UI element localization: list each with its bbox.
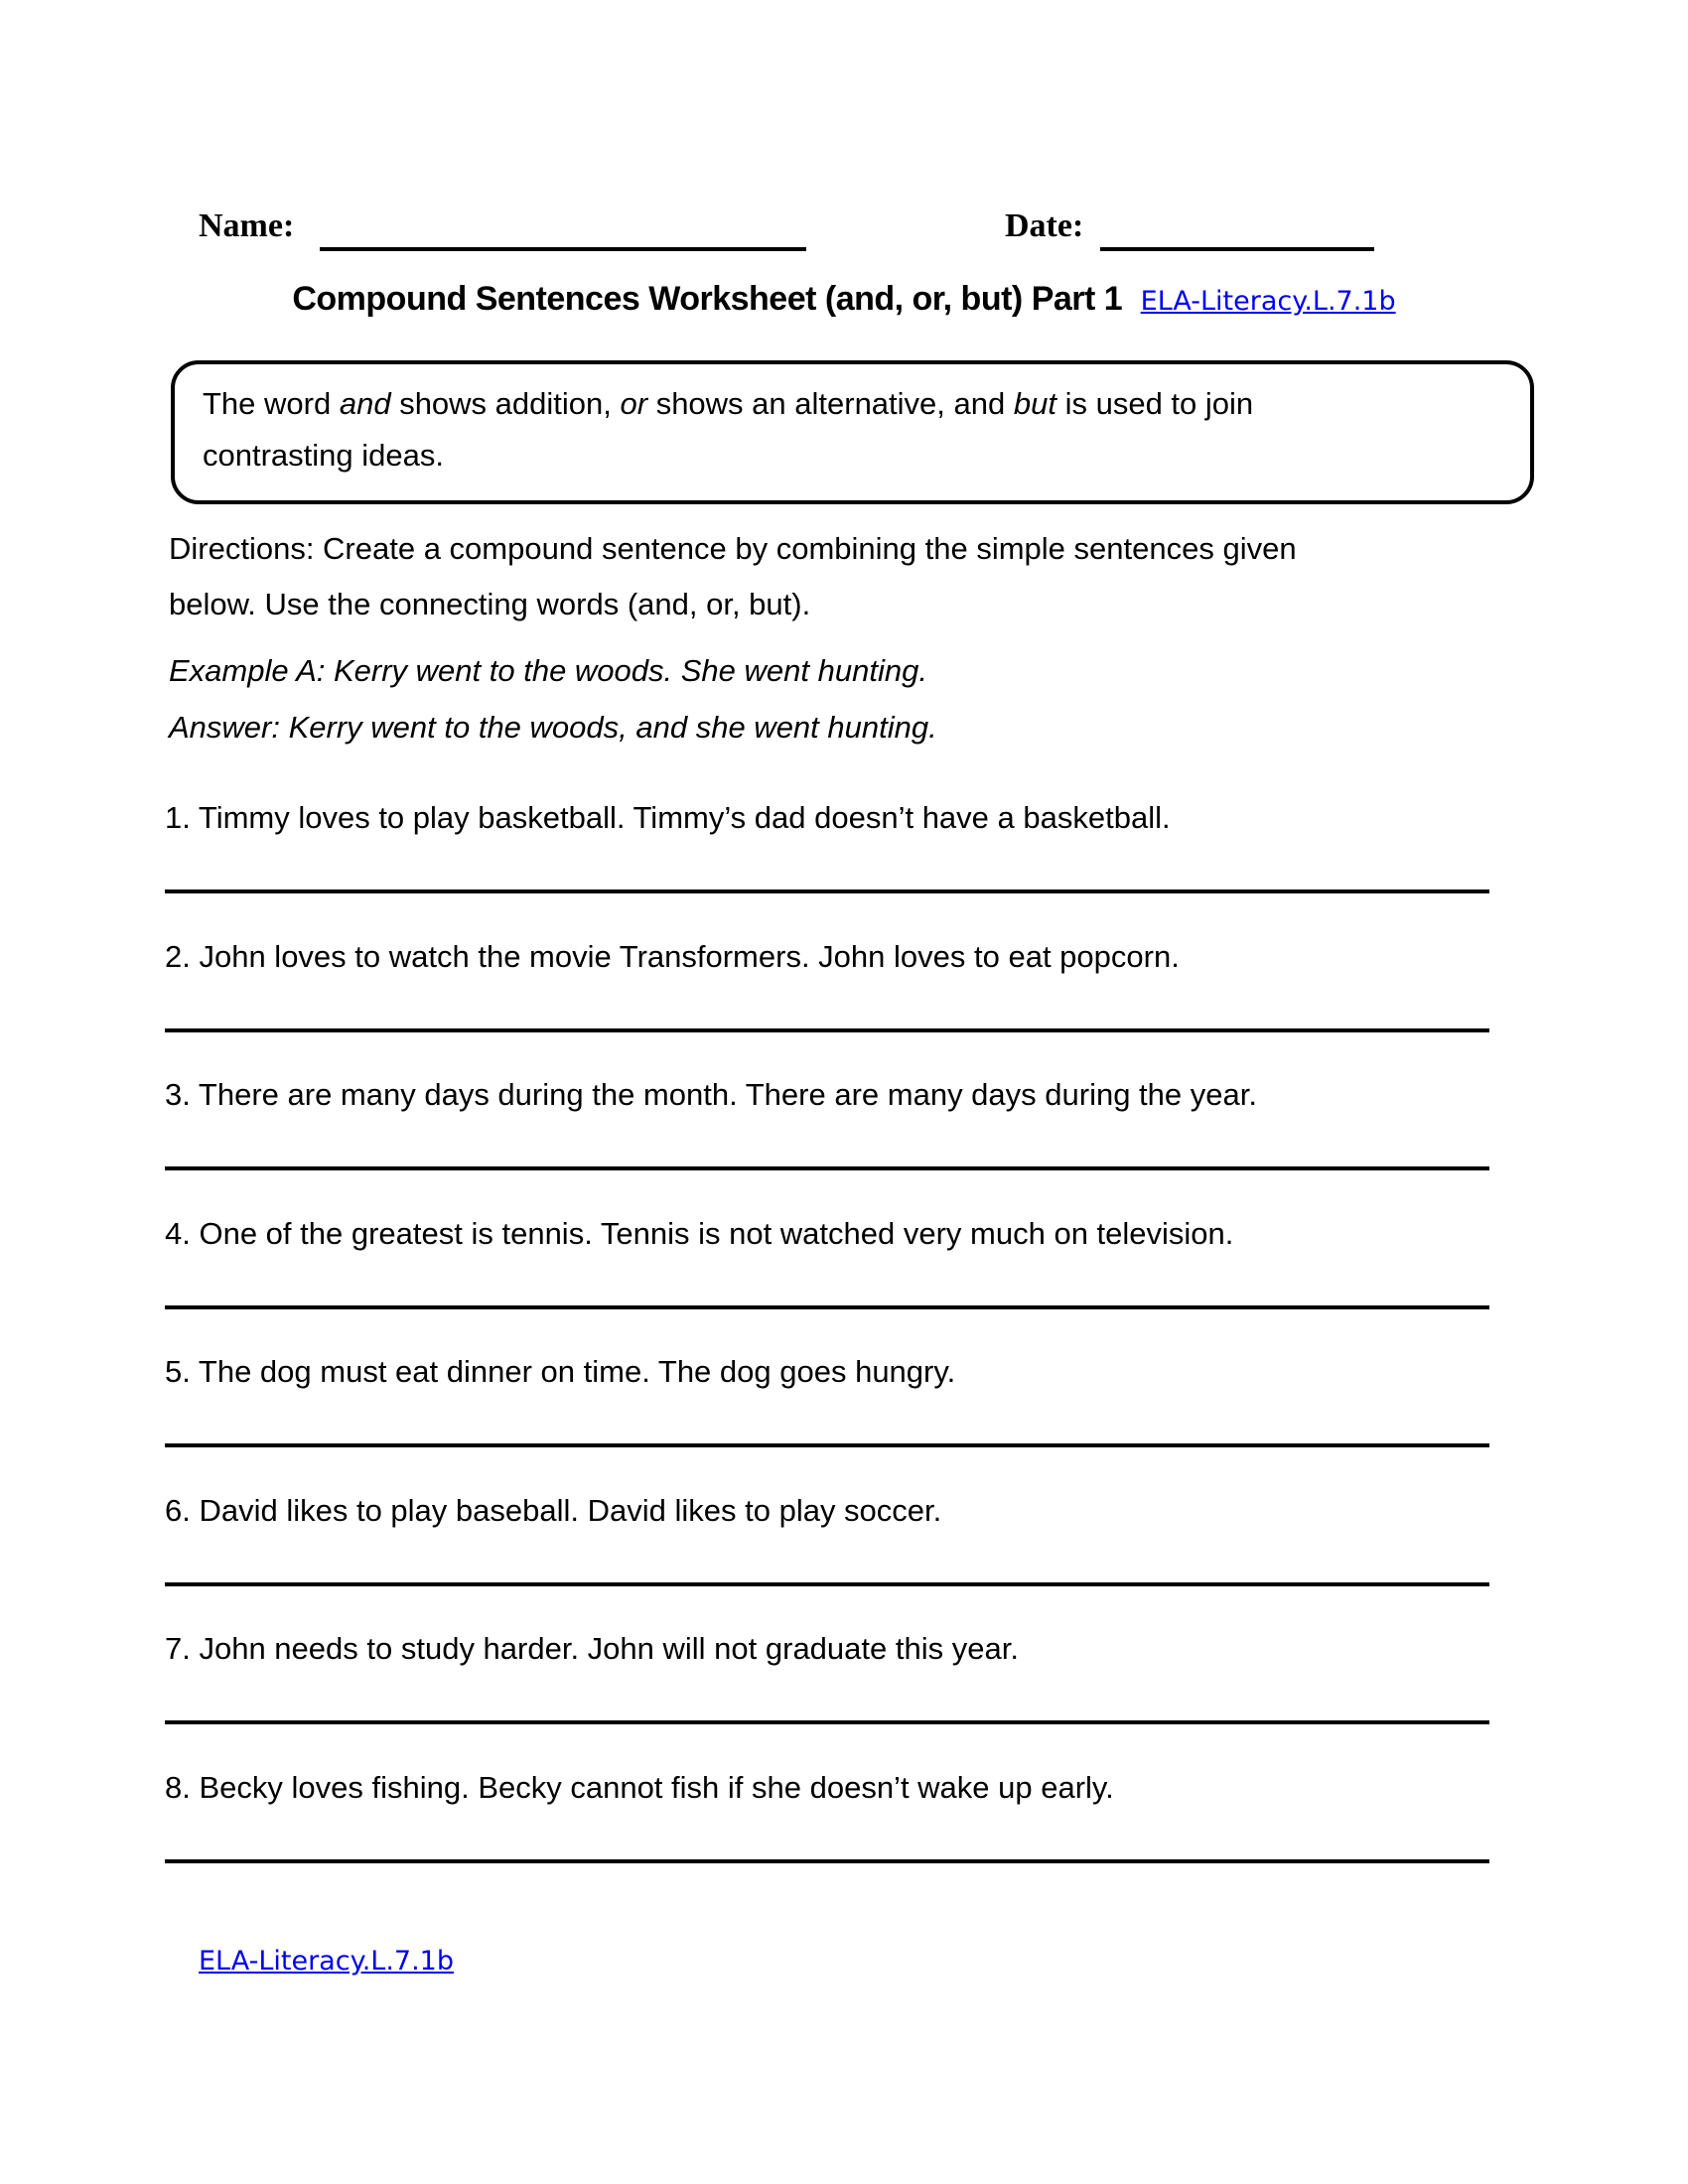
footer-standard-link[interactable]: ELA-Literacy.L.7.1b bbox=[199, 1946, 454, 1977]
definition-box bbox=[171, 360, 1534, 504]
answer-blank-line bbox=[165, 1582, 1489, 1586]
example-block bbox=[169, 642, 937, 755]
question-text: 7. John needs to study harder. John will not graduate this year. bbox=[165, 1631, 1019, 1666]
question-item bbox=[165, 1754, 1489, 1893]
question-text: 4. One of the greatest is tennis. Tennis is not watched very much on television. bbox=[165, 1215, 1234, 1251]
title-standard-link[interactable]: ELA-Literacy.L.7.1b bbox=[1140, 286, 1396, 317]
answer-blank-line bbox=[165, 1720, 1489, 1724]
question-item bbox=[165, 1338, 1489, 1477]
definition-text-segment: The word bbox=[203, 386, 340, 421]
definition-text-line-2: contrasting ideas. bbox=[203, 438, 444, 473]
example-line: Example A: Kerry went to the woods. She went hunting. bbox=[169, 653, 927, 688]
answer-blank-line bbox=[165, 889, 1489, 893]
question-text: 1. Timmy loves to play basketball. Timmy’s dad doesn’t have a basketball. bbox=[165, 800, 1171, 835]
title-row bbox=[0, 274, 1688, 324]
question-item bbox=[165, 923, 1489, 1062]
definition-text-segment: is used to join bbox=[1055, 386, 1254, 421]
definition-text-line-1 bbox=[203, 378, 1502, 430]
question-text: 8. Becky loves fishing. Becky cannot fish if she doesn’t wake up early. bbox=[165, 1769, 1114, 1805]
answer-blank-line bbox=[165, 1028, 1489, 1032]
answer-blank-line bbox=[165, 1859, 1489, 1863]
question-item bbox=[165, 1615, 1489, 1754]
name-label: Name: bbox=[199, 207, 295, 244]
name-blank-line bbox=[320, 247, 806, 251]
definition-text-segment: shows an alternative, and bbox=[647, 386, 1014, 421]
question-item bbox=[165, 1200, 1489, 1339]
word-and: and bbox=[339, 386, 391, 421]
question-list bbox=[165, 784, 1489, 1892]
word-or: or bbox=[620, 386, 648, 421]
directions-line-2: below. Use the connecting words (and, or, but). bbox=[169, 587, 811, 621]
question-item bbox=[165, 1061, 1489, 1200]
definition-text-segment: shows addition, bbox=[390, 386, 621, 421]
directions-line-1: Directions: Create a compound sentence by combining the simple sentences given bbox=[169, 531, 1297, 566]
answer-blank-line bbox=[165, 1443, 1489, 1447]
example-answer-line: Answer: Kerry went to the woods, and she went hunting. bbox=[169, 710, 937, 745]
question-text: 5. The dog must eat dinner on time. The dog goes hungry. bbox=[165, 1354, 956, 1389]
question-text: 6. David likes to play baseball. David likes to play soccer. bbox=[165, 1492, 942, 1528]
question-text: 3. There are many days during the month. There are many days during the year. bbox=[165, 1077, 1257, 1112]
question-item bbox=[165, 784, 1489, 923]
answer-blank-line bbox=[165, 1305, 1489, 1309]
word-but: but bbox=[1013, 386, 1056, 421]
date-blank-line bbox=[1100, 247, 1374, 251]
question-item bbox=[165, 1477, 1489, 1616]
date-label: Date: bbox=[1005, 207, 1084, 244]
answer-blank-line bbox=[165, 1166, 1489, 1170]
directions bbox=[169, 521, 1297, 632]
question-text: 2. John loves to watch the movie Transformers. John loves to eat popcorn. bbox=[165, 938, 1180, 974]
page-title: Compound Sentences Worksheet (and, or, but) Part 1 bbox=[292, 280, 1123, 318]
